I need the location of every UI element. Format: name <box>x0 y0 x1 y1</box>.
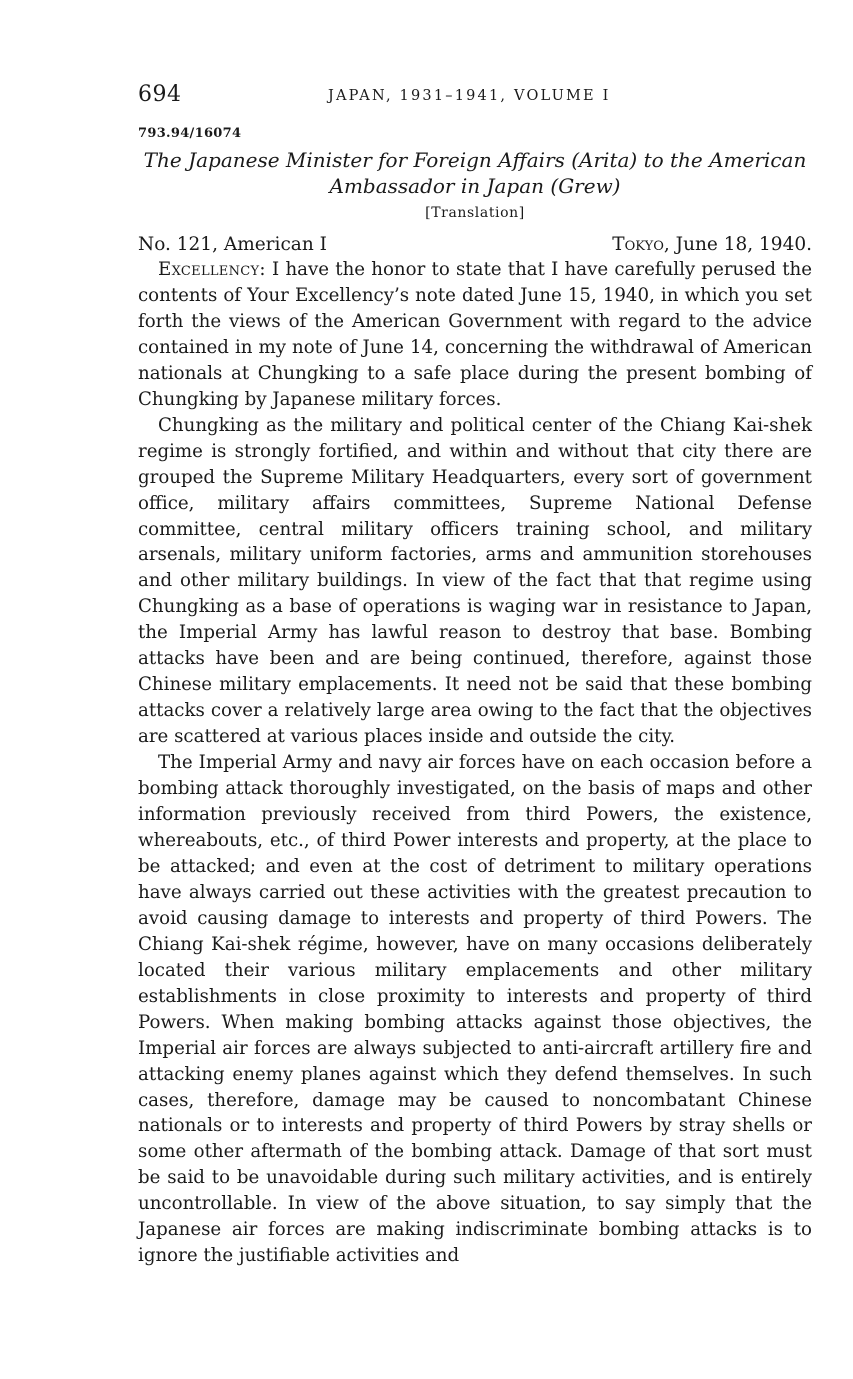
place-date <box>612 233 812 257</box>
document-page <box>138 82 812 1269</box>
document-title-line-2: Ambassador in Japan (Grew) <box>329 174 621 198</box>
paragraph-3: The Imperial Army and navy air forces have on each occasion before a bombing attack thoroughly investigated, on the basis of maps and other information previously received from third Powers, the existence, whereabouts, etc., of third Power interests and property, at the place to be attacked; and even at the cost of detriment to military operations have always carried out these activities with the greatest precaution to avoid causing damage to interests and property of third Powers. The Chiang Kai-shek régime, however, have on many occasions deliberately located their various military emplacements and other military establishments in close proximity to interests and property of third Powers. When making bombing attacks against those objectives, the Imperial air forces are always subjected to anti-aircraft artillery fire and attacking enemy planes against which they defend themselves. In such cases, therefore, damage may be caused to noncombatant Chinese nationals or to interests and property of third Powers by stray shells or some other aftermath of the bombing attack. Damage of that sort must be said to be unavoidable during such military activities, and is entirely uncontrollable. In view of the above situation, to say simply that the Japanese air forces are making indiscriminate bombing attacks is to ignore the justifiable activities and <box>138 752 812 1267</box>
salutation: Excellency: <box>158 259 266 280</box>
document-header <box>138 233 812 257</box>
place: Tokyo <box>612 234 664 255</box>
page-number: 694 <box>138 82 182 107</box>
document-title-line-1: The Japanese Minister for Foreign Affairs (Arita) to the American <box>143 148 807 172</box>
paragraph-1 <box>138 257 812 413</box>
document-title <box>138 147 812 199</box>
date: , June 18, 1940. <box>663 234 812 255</box>
letter-body <box>138 257 812 1269</box>
paragraph-2: Chungking as the military and political center of the Chiang Kai-shek regime is strongly fortified, and within and without that city there are grouped the Supreme Military Headquarters, every sort of government office, military affairs committees, Supreme National Defense committee, central military officers training school, and military arsenals, military uniform factories, arms and ammunition storehouses and other military buildings. In view of the fact that that regime using Chungking as a base of operations is waging war in resistance to Japan, the Imperial Army has lawful reason to destroy that base. Bombing attacks have been and are being continued, therefore, against those Chinese military emplacements. It need not be said that these bombing attacks cover a relatively large area owing to the fact that the objectives are scattered at various places inside and outside the city. <box>138 414 812 748</box>
file-number: 793.94/16074 <box>138 126 242 141</box>
reference-number: No. 121, American I <box>138 234 327 255</box>
paragraph-1-text: I have the honor to state that I have carefully perused the contents of Your Excellency’s note dated June 15, 1940, in which you set forth the views of the American Government with regard to the advice contained in my note of June 14, concerning the withdrawal of American nationals at Chungking to a safe place during the present bombing of Chungking by Japanese military forces. <box>138 259 812 410</box>
running-title: JAPAN, 1931–1941, VOLUME I <box>328 88 611 104</box>
translation-note: [Translation] <box>425 205 525 221</box>
running-head <box>138 82 812 112</box>
